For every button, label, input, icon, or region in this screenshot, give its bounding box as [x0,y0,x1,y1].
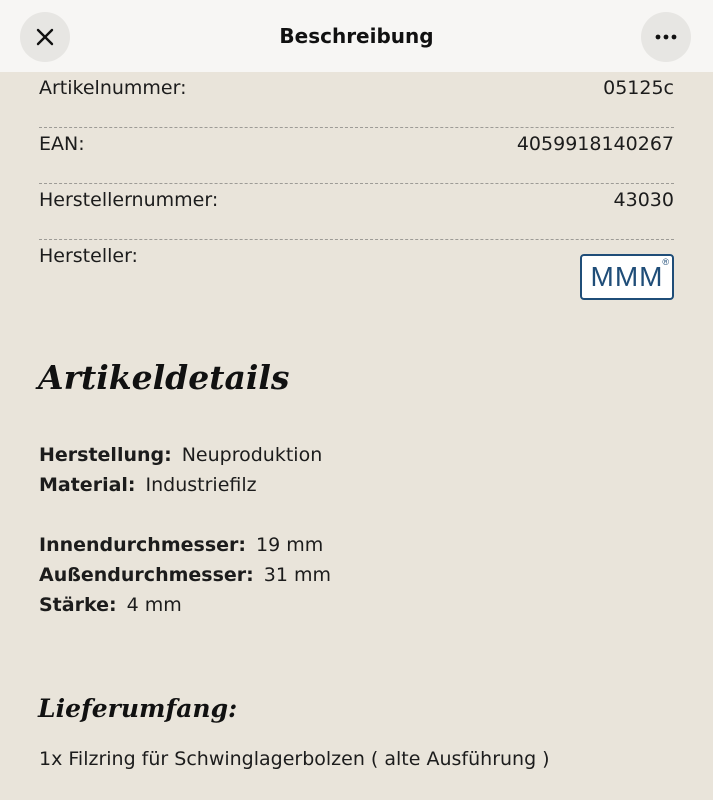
manufacturer-logo[interactable] [580,254,674,300]
close-button[interactable] [20,12,70,62]
detail-key: Stärke: [39,594,117,616]
info-row-article-number [39,72,674,128]
detail-value: Industriefilz [145,474,257,496]
info-value: 43030 [613,189,674,211]
detail-value: 4 mm [126,594,182,616]
info-row-manufacturer-number [39,184,674,240]
detail-key: Material: [39,474,136,496]
more-horizontal-icon [655,34,677,40]
detail-key: Außendurchmesser: [39,564,254,586]
detail-item [39,594,182,616]
detail-value: Neuproduktion [181,444,323,466]
detail-item [39,474,257,496]
detail-key: Innendurchmesser: [39,534,246,556]
info-label: EAN: [39,133,85,155]
info-label: Artikelnummer: [39,77,187,99]
scope-text: 1x Filzring für Schwinglagerbolzen ( alte Ausführung ) [39,748,550,770]
header-bar [0,0,713,72]
registered-mark: ® [662,257,669,267]
info-value: 4059918140267 [516,133,674,155]
info-label: Hersteller: [39,245,138,267]
info-label: Herstellernummer: [39,189,219,211]
close-icon [35,27,55,47]
product-info-table [39,72,674,320]
detail-value: 19 mm [255,534,324,556]
more-options-button[interactable] [641,12,691,62]
description-content [0,72,713,800]
detail-value: 31 mm [263,564,331,586]
detail-item [39,534,323,556]
details-heading: Artikeldetails [38,358,290,397]
detail-item [39,444,322,466]
page-title: Beschreibung [279,24,434,48]
detail-key: Herstellung: [39,444,172,466]
info-row-ean [39,128,674,184]
info-row-manufacturer [39,240,674,320]
scope-heading: Lieferumfang: [38,694,238,723]
detail-item [39,564,331,586]
info-value: 05125c [603,77,674,99]
logo-text: MMM [590,261,664,292]
